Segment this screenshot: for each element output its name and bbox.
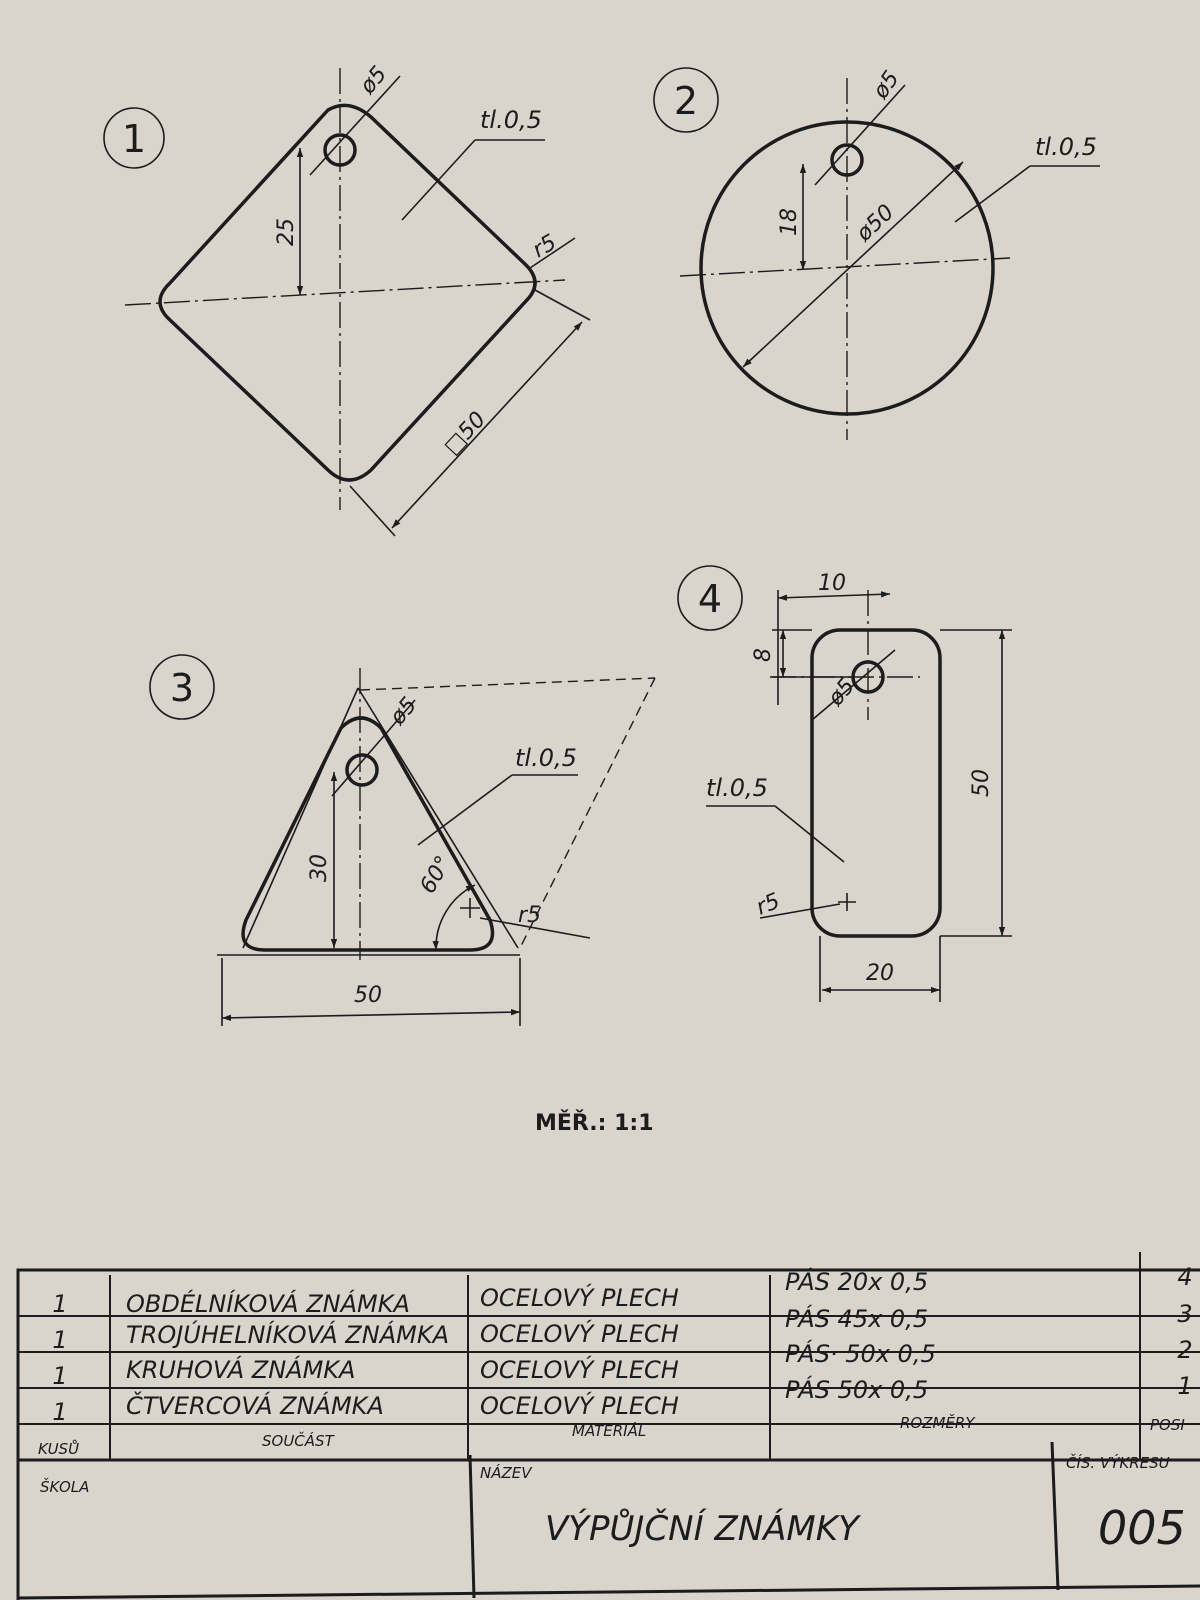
row-material: OCELOVÝ PLECH: [480, 1392, 679, 1420]
view-number-badge-2: [654, 68, 718, 132]
view-1-hole-dim: ø5: [355, 61, 393, 99]
header-part: SOUČÁST: [262, 1432, 334, 1450]
view-number-3: 3: [169, 666, 195, 710]
triangle-tag-hole: [347, 755, 377, 785]
row-qty: 1: [52, 1362, 68, 1390]
row-material: OCELOVÝ PLECH: [480, 1284, 679, 1312]
row-material: OCELOVÝ PLECH: [480, 1320, 679, 1348]
row-part: OBDÉLNÍKOVÁ ZNÁMKA: [126, 1290, 410, 1318]
view-3-radius-note: r5: [518, 903, 542, 928]
view-2-thickness-note: tl.0,5: [1035, 133, 1097, 161]
view-number-badge-1: [104, 108, 164, 168]
view-4-hole-y-dim: 8: [751, 648, 776, 662]
triangle-tag-outline: [243, 718, 492, 950]
header-material: MATERIÁL: [572, 1422, 647, 1440]
school-label: ŠKOLA: [40, 1478, 90, 1496]
view-3-thickness-note: tl.0,5: [515, 744, 577, 772]
view-2-round-tag: [654, 67, 1100, 440]
row-qty: 1: [52, 1290, 68, 1318]
view-4-radius-note: r5: [752, 888, 784, 921]
view-number-badge-4: [678, 566, 742, 630]
header-dimensions: ROZMĚRY: [900, 1414, 975, 1432]
row-material: OCELOVÝ PLECH: [480, 1356, 679, 1384]
view-3-hole-dim: ø5: [385, 692, 423, 730]
row-qty: 1: [52, 1326, 68, 1354]
row-dimensions: PÁS 20x 0,5: [785, 1268, 929, 1296]
row-position: 4: [1177, 1263, 1193, 1291]
view-number-1: 1: [121, 117, 147, 161]
parts-table: [18, 1252, 1200, 1460]
view-number-2: 2: [673, 79, 699, 123]
view-number-badge-3: [150, 655, 214, 719]
view-4-thickness-note: tl.0,5: [706, 774, 768, 802]
drawing-number-label: ČÍS. VÝKRESU: [1066, 1454, 1170, 1472]
view-1-center-dim: 25: [274, 218, 299, 246]
scale-note: MĚŘ.: 1:1: [535, 1111, 654, 1136]
row-dimensions: PÁS· 50x 0,5: [785, 1340, 936, 1368]
view-1-size-dim: □50: [439, 407, 492, 460]
row-part: ČTVERCOVÁ ZNÁMKA: [126, 1392, 384, 1420]
view-1-square-tag: [104, 62, 590, 536]
row-position: 1: [1177, 1372, 1193, 1400]
name-label: NÁZEV: [480, 1464, 532, 1482]
view-4-hole-x-dim: 10: [818, 571, 846, 596]
header-qty: KUSŮ: [38, 1440, 80, 1458]
view-1-radius-note: r5: [528, 230, 561, 264]
view-number-4: 4: [697, 577, 723, 621]
view-3-center-dim: 30: [307, 854, 332, 882]
row-position: 2: [1177, 1336, 1193, 1364]
view-4-length-dim: 50: [969, 769, 994, 797]
title-block: [18, 1442, 1200, 1600]
view-4-hole-dim: ø5: [823, 673, 861, 711]
drawing-number: 005: [1098, 1501, 1186, 1555]
row-part: TROJÚHELNÍKOVÁ ZNÁMKA: [126, 1321, 449, 1349]
view-3-triangle-tag: [150, 655, 655, 1026]
row-part: KRUHOVÁ ZNÁMKA: [126, 1356, 356, 1384]
view-3-base-dim: 50: [354, 983, 382, 1008]
row-position: 3: [1177, 1300, 1193, 1328]
view-3-angle-dim: 60°: [415, 851, 457, 898]
drawing-title: VÝPŮJČNÍ ZNÁMKY: [545, 1509, 859, 1549]
view-2-hole-dim: ø5: [868, 66, 905, 104]
view-4-width-dim: 20: [866, 961, 894, 986]
view-2-diameter-dim: ø50: [851, 199, 900, 247]
view-4-rectangle-tag: [678, 566, 1012, 1002]
rectangle-tag-outline: [812, 630, 940, 936]
row-dimensions: PÁS 45x 0,5: [785, 1305, 929, 1333]
row-qty: 1: [52, 1398, 68, 1426]
header-position: POSI: [1150, 1416, 1185, 1434]
view-2-center-dim: 18: [777, 208, 802, 236]
view-1-thickness-note: tl.0,5: [480, 106, 542, 134]
row-dimensions: PÁS 50x 0,5: [785, 1376, 929, 1404]
